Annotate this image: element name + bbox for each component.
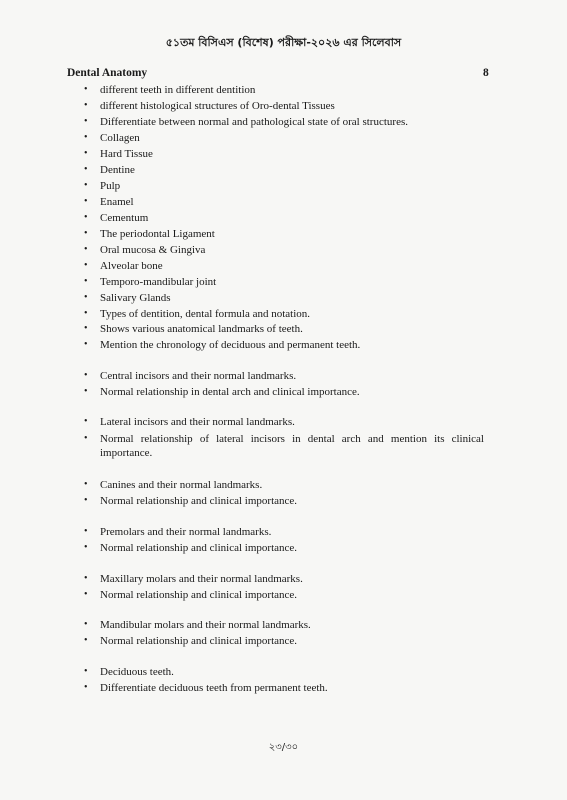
bullet-icon: •	[84, 573, 88, 584]
list-item-text: Mention the chronology of deciduous and permanent teeth.	[100, 339, 361, 351]
list-item-text: Alveolar bone	[100, 260, 163, 272]
list-item	[84, 243, 484, 257]
list-item	[84, 227, 484, 241]
list-item-text: Temporo-mandibular joint	[100, 276, 217, 288]
list-item-text: Normal relationship and clinical importance.	[100, 495, 298, 507]
list-item-text: different teeth in different dentition	[100, 84, 256, 96]
list-item	[84, 307, 484, 321]
list-item	[84, 259, 484, 273]
list-item	[84, 322, 484, 336]
list-item	[84, 541, 484, 555]
list-item	[84, 572, 484, 586]
list-item	[84, 179, 484, 193]
bullet-icon: •	[84, 495, 88, 506]
list-item-text: Dentine	[100, 164, 135, 176]
list-item-text: Differentiate deciduous teeth from permanent teeth.	[100, 682, 328, 694]
bullet-icon: •	[84, 148, 88, 159]
bullet-icon: •	[84, 276, 88, 287]
bullet-icon: •	[84, 635, 88, 646]
list-item-text: Types of dentition, dental formula and notation.	[100, 308, 311, 320]
list-item-text: Oral mucosa & Gingiva	[100, 244, 206, 256]
list-item-text: Maxillary molars and their normal landmarks.	[100, 573, 303, 585]
bullet-icon: •	[84, 542, 88, 553]
bullet-icon: •	[84, 132, 88, 143]
list-item-text: Shows various anatomical landmarks of teeth.	[100, 323, 303, 335]
bullet-icon: •	[84, 386, 88, 397]
page-number: ২৩/৩০	[268, 742, 299, 753]
list-item	[84, 525, 484, 539]
bullet-icon: •	[84, 526, 88, 537]
list-item-text: Normal relationship and clinical importance.	[100, 589, 298, 601]
bullet-icon: •	[84, 212, 88, 223]
list-item-text: The periodontal Ligament	[100, 228, 215, 240]
list-item	[84, 83, 484, 97]
bullet-icon: •	[84, 619, 88, 630]
bullet-icon: •	[84, 260, 88, 271]
list-item-text: Salivary Glands	[100, 292, 171, 304]
list-item	[84, 163, 484, 177]
bullet-icon: •	[84, 244, 88, 255]
bullet-icon: •	[84, 416, 88, 427]
list-item	[84, 634, 484, 648]
bullet-icon: •	[84, 196, 88, 207]
list-item	[84, 131, 484, 145]
section-title: Dental Anatomy	[67, 67, 148, 79]
list-item-text: Mandibular molars and their normal landmarks.	[100, 619, 311, 631]
list-item	[84, 494, 484, 508]
bullet-icon: •	[84, 84, 88, 95]
list-item	[84, 211, 484, 225]
list-item	[84, 338, 484, 352]
list-item	[84, 147, 484, 161]
bullet-icon: •	[84, 682, 88, 693]
bullet-icon: •	[84, 666, 88, 677]
list-item	[84, 665, 484, 679]
bullet-icon: •	[84, 228, 88, 239]
bullet-icon: •	[84, 180, 88, 191]
list-item-text: Normal relationship in dental arch and clinical importance.	[100, 386, 360, 398]
list-item	[84, 115, 484, 129]
bullet-icon: •	[84, 164, 88, 175]
list-item	[84, 415, 484, 429]
list-item	[84, 385, 484, 399]
bullet-icon: •	[84, 479, 88, 490]
list-item-text: Central incisors and their normal landmarks.	[100, 370, 297, 382]
list-item-text: Deciduous teeth.	[100, 666, 174, 678]
list-item	[84, 432, 484, 460]
bullet-icon: •	[84, 116, 88, 127]
bullet-icon: •	[84, 292, 88, 303]
list-item	[84, 588, 484, 602]
list-item-text: Premolars and their normal landmarks.	[100, 526, 272, 538]
bullet-icon: •	[84, 433, 88, 444]
list-item-text: Canines and their normal landmarks.	[100, 479, 263, 491]
section-marks: 8	[483, 67, 489, 79]
list-item	[84, 369, 484, 383]
list-item	[84, 478, 484, 492]
list-item	[84, 618, 484, 632]
list-item	[84, 275, 484, 289]
list-item-text: Normal relationship and clinical importance.	[100, 542, 298, 554]
bullet-icon: •	[84, 308, 88, 319]
list-item-text: Normal relationship of lateral incisors in dental arch and mention its clinical importance.	[100, 433, 484, 459]
list-item-text: Collagen	[100, 132, 140, 144]
list-item-text: Lateral incisors and their normal landmarks.	[100, 416, 295, 428]
list-item-text: Differentiate between normal and pathological state of oral structures.	[100, 116, 408, 128]
bullet-icon: •	[84, 589, 88, 600]
bullet-icon: •	[84, 370, 88, 381]
bullet-icon: •	[84, 323, 88, 334]
list-item-text: Hard Tissue	[100, 148, 153, 160]
list-item-text: Enamel	[100, 196, 134, 208]
page-header: ৫১তম বিসিএস (বিশেষ) পরীক্ষা-২০২৬ এর সিলেবাস	[165, 36, 402, 49]
list-item	[84, 291, 484, 305]
list-item	[84, 99, 484, 113]
list-item-text: Normal relationship and clinical importance.	[100, 635, 298, 647]
list-item-text: Pulp	[100, 180, 121, 192]
bullet-icon: •	[84, 339, 88, 350]
bullet-icon: •	[84, 100, 88, 111]
list-item	[84, 195, 484, 209]
list-item-text: different histological structures of Oro-dental Tissues	[100, 100, 335, 112]
list-item	[84, 681, 484, 695]
list-item-text: Cementum	[100, 212, 149, 224]
